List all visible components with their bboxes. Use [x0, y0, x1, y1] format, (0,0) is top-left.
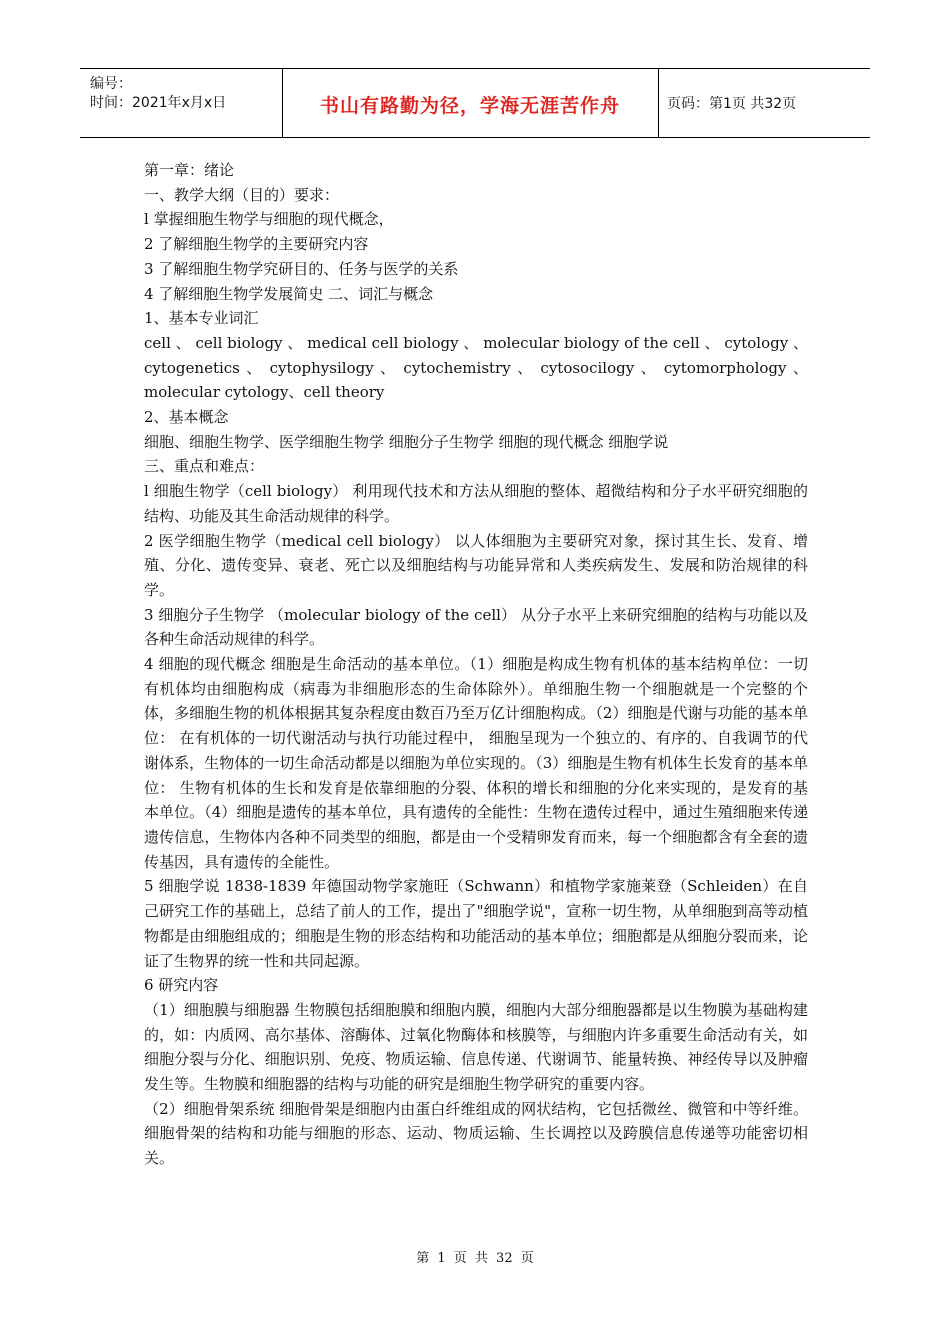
subsection-heading: 1、基本专业词汇: [144, 309, 259, 328]
header-meta-cell: [80, 69, 283, 137]
time-label: 时间：2021年x月x日: [90, 95, 227, 111]
requirement-item: 2 了解细胞生物学的主要研究内容: [144, 235, 369, 254]
subsection-heading: 2、基本概念: [144, 408, 229, 427]
definition-paragraph: 5 细胞学说 1838-1839 年德国动物学家施旺（Schwann）和植物学家施莱登（Schleiden）在自己研究工作的基础上，总结了前人的工作，提出了"细胞学说"，宣称一切生物，从单细胞到高等动植物都是由细胞组成的；细胞是生物的形态结构和功能活动的基本单位；细胞都是从细胞分裂而来，论证了生物界的统一性和共同起源。: [144, 877, 808, 970]
motto-text: 书山有路勤为径，学海无涯苦作舟: [319, 95, 620, 117]
number-label: 编号：: [90, 76, 132, 92]
research-paragraph: （1）细胞膜与细胞器 生物膜包括细胞膜和细胞内膜，细胞内大部分细胞器都是以生物膜为基础构建的，如：内质网、高尔基体、溶酶体、过氧化物酶体和核膜等，与细胞内许多重要生命活动有关，如细胞分裂与分化、细胞识别、免疫、物质运输、信息传递、代谢调节、能量转换、神经传导以及肿瘤发生等。生物膜和细胞器的结构与功能的研究是细胞生物学研究的重要内容。: [144, 1000, 808, 1094]
document-header: [80, 68, 870, 138]
page-code: 页码：第1页 共32页: [667, 96, 797, 112]
definition-paragraph: 2 医学细胞生物学（medical cell biology） 以人体细胞为主要研究对象，探讨其生长、发育、增殖、分化、遗传变异、衰老、死亡以及细胞结构与功能异常和人类疾病发生、发展和防治规律的科学。: [144, 531, 808, 599]
requirement-item: l 掌握细胞生物学与细胞的现代概念，: [144, 210, 394, 229]
requirement-item: 4 了解细胞生物学发展简史 二、词汇与概念: [144, 284, 434, 303]
concept-list: 细胞、细胞生物学、医学细胞生物学 细胞分子生物学 细胞的现代概念 细胞学说: [144, 432, 669, 451]
document-body: [144, 158, 808, 1171]
page-footer: 第 1 页 共 32 页: [416, 1251, 534, 1266]
vocabulary-list: cell 、 cell biology 、 medical cell biology 、 molecular biology of the cell 、 cytology 、 cytogenetics 、 cytophysilogy 、 cytochemistry 、 cytosocilogy 、 cytomorphology 、 molecular cytology、cell theory: [144, 333, 808, 402]
header-page-cell: [659, 69, 870, 137]
section-heading: 三、重点和难点：: [144, 457, 265, 476]
research-paragraph: （2）细胞骨架系统 细胞骨架是细胞内由蛋白纤维组成的网状结构，它包括微丝、微管和中等纤维。细胞骨架的结构和功能与细胞的形态、运动、物质运输、生长调控以及跨膜信息传递等功能密切相关。: [144, 1099, 808, 1168]
requirement-item: 3 了解细胞生物学究研目的、任务与医学的关系: [144, 259, 459, 278]
definition-paragraph: 4 细胞的现代概念 细胞是生命活动的基本单位。（1）细胞是构成生物有机体的基本结构单位：一切有机体均由细胞构成（病毒为非细胞形态的生命体除外）。单细胞生物一个细胞就是一个完整的个体，多细胞生物的机体根据其复杂程度由数百乃至万亿计细胞构成。（2）细胞是代谢与功能的基本单位： 在有机体的一切代谢活动与执行功能过程中， 细胞呈现为一个独立的、有序的、自我调节的代谢体系，生物体的一切生命活动都是以细胞为单位实现的。（3）细胞是生物有机体生长发育的基本单位： 生物有机体的生长和发育是依靠细胞的分裂、体积的增长和细胞的分化来实现的，是发育的基本单位。（4）细胞是遗传的基本单位，具有遗传的全能性：生物在遗传过程中，通过生殖细胞来传递遗传信息，生物体内各种不同类型的细胞，都是由一个受精卵发育而来，每一个细胞都含有全套的遗传基因，具有遗传的全能性。: [144, 655, 808, 871]
header-motto-cell: [282, 69, 659, 137]
chapter-title: 第一章：绪论: [144, 161, 235, 179]
section-heading: 一、教学大纲（目的）要求：: [144, 185, 340, 204]
definition-paragraph: 3 细胞分子生物学 （molecular biology of the cell） 从分子水平上来研究细胞的结构与功能以及各种生命活动规律的科学。: [144, 605, 808, 649]
subsection-heading: 6 研究内容: [144, 976, 219, 995]
definition-paragraph: l 细胞生物学（cell biology） 利用现代技术和方法从细胞的整体、超微结构和分子水平研究细胞的结构、功能及其生命活动规律的科学。: [144, 482, 808, 525]
